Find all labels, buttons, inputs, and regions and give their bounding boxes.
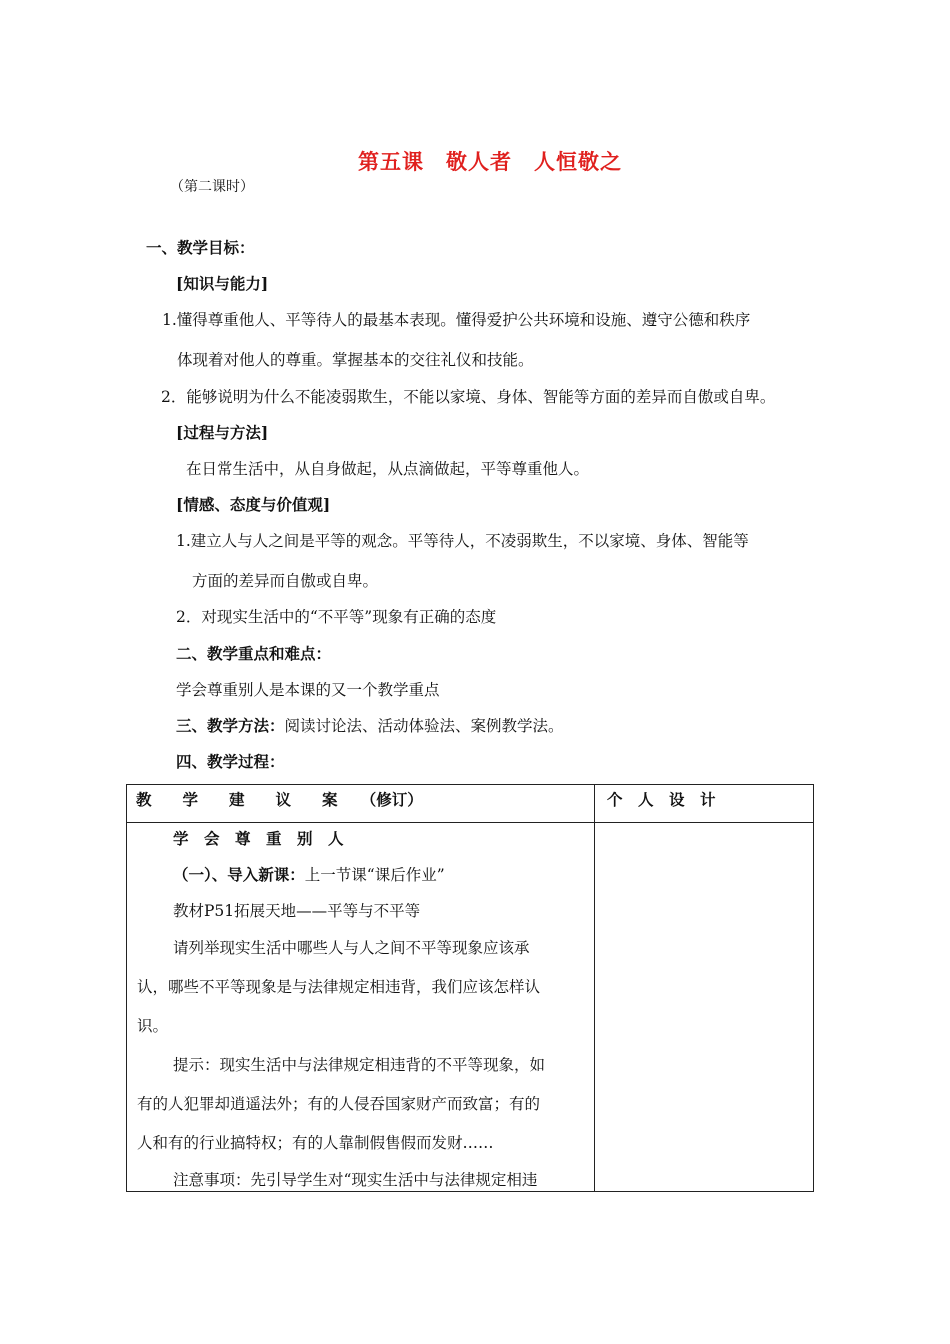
intro-text: 上一节课“课后作业” — [304, 866, 445, 884]
table-header-right: 个 人 设 计 — [607, 790, 716, 809]
process-text: 在日常生活中，从自身做起，从点滴做起，平等尊重他人。 — [186, 460, 590, 478]
para2-line2: 有的人犯罪却逍遥法外；有的人侵吞国家财产而致富；有的 — [137, 1095, 541, 1113]
table-column-divider — [594, 785, 595, 1191]
para2-line1: 提示：现实生活中与法律规定相违背的不平等现象，如 — [173, 1056, 546, 1074]
teaching-process-table — [126, 784, 814, 1192]
para1-line3: 识。 — [137, 1017, 169, 1035]
para1-line1: 请列举现实生活中哪些人与人之间不平等现象应该承 — [173, 939, 530, 957]
section2-text: 学会尊重别人是本课的又一个教学重点 — [176, 681, 440, 699]
section3-heading: 三、教学方法： — [176, 716, 285, 735]
table-header-divider — [127, 822, 813, 823]
knowledge-label: [知识与能力] — [176, 274, 269, 293]
emotion-item2: 2．对现实生活中的“不平等”现象有正确的态度 — [176, 608, 497, 626]
table-topic: 学 会 尊 重 别 人 — [173, 829, 344, 848]
knowledge-item1-line1: 1.懂得尊重他人、平等待人的最基本表现。懂得爱护公共环境和设施、遵守公德和秩序 — [162, 311, 751, 329]
para1-line2: 认，哪些不平等现象是与法律规定相违背，我们应该怎样认 — [137, 978, 541, 996]
para2-line3: 人和有的行业搞特权；有的人靠制假售假而发财…… — [137, 1134, 494, 1152]
para3-line1: 注意事项：先引导学生对“现实生活中与法律规定相违 — [173, 1171, 538, 1189]
knowledge-item1-line2: 体现着对他人的尊重。掌握基本的交往礼仪和技能。 — [177, 351, 534, 369]
intro-line — [173, 865, 445, 885]
process-label: [过程与方法] — [176, 423, 269, 442]
emotion-label: [情感、态度与价值观] — [176, 495, 331, 514]
page-title: 第五课 敬人者 人恒敬之 — [358, 149, 622, 174]
knowledge-item2: 2．能够说明为什么不能凌弱欺生，不能以家境、身体、智能等方面的差异而自傲或自卑。 — [161, 388, 776, 406]
section4-heading: 四、教学过程： — [176, 752, 285, 771]
emotion-item1-line1: 1.建立人与人之间是平等的观念。平等待人，不凌弱欺生，不以家境、身体、智能等 — [176, 532, 749, 550]
table-header-left: 教 学 建 议 案 （修订） — [136, 790, 423, 809]
table-line-p51: 教材P51拓展天地——平等与不平等 — [173, 902, 421, 920]
section2-heading: 二、教学重点和难点： — [176, 644, 332, 663]
section3-line — [176, 716, 564, 736]
emotion-item1-line2: 方面的差异而自傲或自卑。 — [192, 572, 379, 590]
intro-label: （一）、导入新课： — [173, 865, 305, 884]
section3-text: 阅读讨论法、活动体验法、案例教学法。 — [284, 717, 564, 735]
section1-heading: 一、教学目标： — [146, 238, 255, 257]
page-subtitle: （第二课时） — [170, 179, 254, 195]
